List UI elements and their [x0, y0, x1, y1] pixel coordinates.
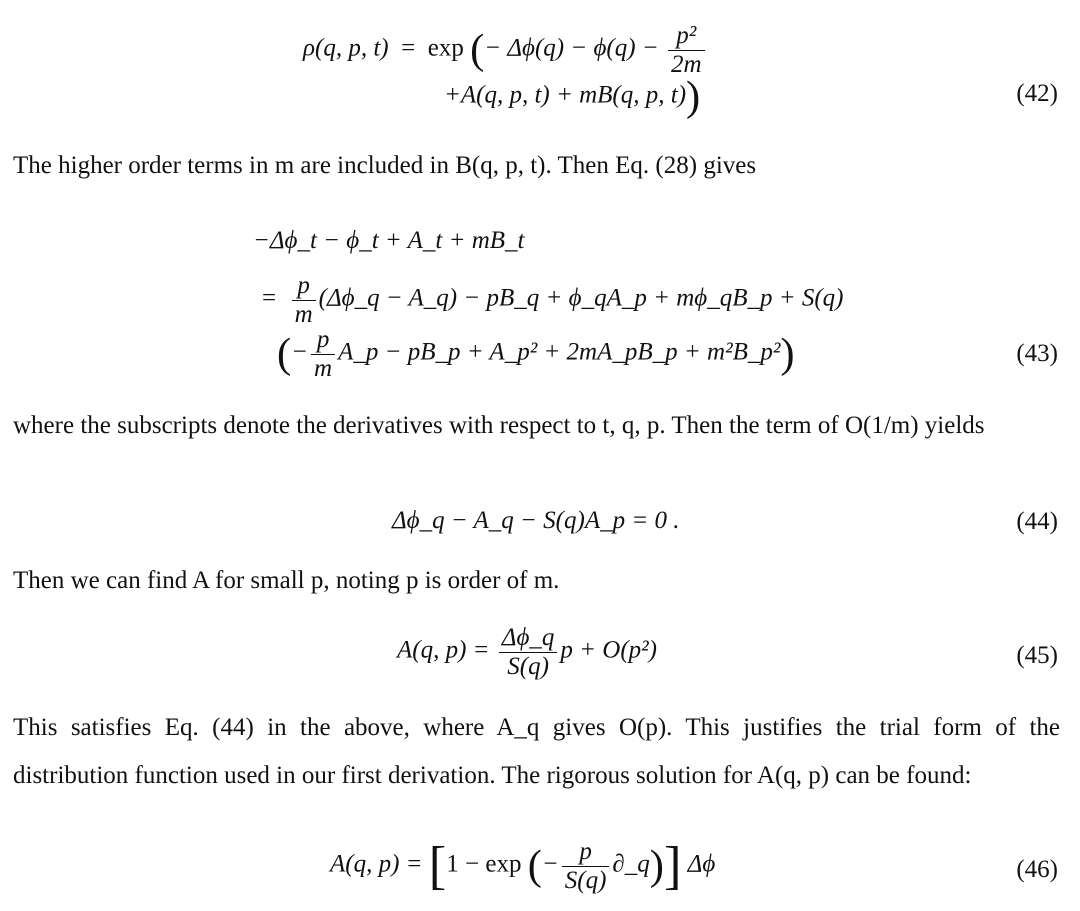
- eq42-fraction: [668, 22, 705, 78]
- eq42-exp: exp: [427, 34, 464, 62]
- eq43-line3-frac-num: p: [311, 326, 335, 355]
- eq45-frac-den: S(q): [507, 652, 549, 680]
- paragraph-3: Then we can find A for small p, noting p is order of m.: [13, 567, 560, 594]
- eq43-line3-rest: A_p − pB_p + A_p² + 2mA_pB_p + m²B_p²: [338, 338, 781, 366]
- eq46-number: (46): [1016, 856, 1058, 883]
- eq43-line3-frac-den: m: [314, 354, 333, 382]
- eq43-equals: =: [262, 284, 277, 312]
- eq43-line1: −Δϕ_t − ϕ_t + A_t + mB_t: [253, 227, 525, 254]
- eq43-line2: [262, 272, 844, 328]
- eq45-number: (45): [1016, 642, 1058, 669]
- eq42-lhs: ρ(q, p, t): [303, 34, 389, 62]
- eq42-frac-den: 2m: [670, 50, 702, 78]
- eq45-line: [397, 624, 657, 680]
- eq46-line: A(q, p) = [1 − exp (− $\frac{p}{S(q)}$ ∂_q)] Δϕ: [330, 837, 716, 895]
- eq44-number: (44): [1016, 508, 1058, 535]
- eq42-line1: ρ(q, p, t) = exp (− Δϕ(q) − ϕ(q) − $\frac{\text{p²}}{2m}$: [303, 22, 708, 78]
- eq46-rest: Δϕ: [687, 850, 716, 878]
- eq42-number: (42): [1016, 80, 1058, 107]
- eq46-frac-num: p: [562, 838, 610, 867]
- eq43-line3: (− $\frac{p}{m}$ A_p − pB_p + A_p² + 2mA_pB_p + m²B_p²): [277, 326, 795, 382]
- eq42-terms: − Δϕ(q) − ϕ(q) −: [484, 34, 659, 62]
- eq43-line2-frac-den: m: [294, 300, 313, 328]
- paragraph-2: where the subscripts denote the derivatives with respect to t, q, p. Then the term of O(1/m) yields: [13, 412, 985, 439]
- eq42-line2-text: +A(q, p, t) + mB(q, p, t): [444, 81, 687, 109]
- eq43-number: (43): [1016, 340, 1058, 367]
- eq45-fraction: [499, 624, 558, 680]
- eq46-lhs: A(q, p) =: [330, 850, 423, 878]
- eq43-line2-fraction: [292, 272, 316, 328]
- paragraph-4: This satisfies Eq. (44) in the above, where A_q gives O(p). This justifies the trial form of the distribution function used in our first derivation. The rigorous solution for A(q, p) can be found:: [13, 714, 1060, 789]
- eq43-line2-frac-num: p: [292, 272, 316, 301]
- eq42-equals: =: [401, 34, 416, 62]
- eq46-frac-den: S(q): [564, 866, 607, 894]
- paragraph-1: The higher order terms in m are included in B(q, p, t). Then Eq. (28) gives: [13, 152, 757, 179]
- eq43-line2-rest: (Δϕ_q − A_q) − pB_q + ϕ_qA_p + mϕ_qB_p + S(q): [318, 284, 844, 312]
- eq45-frac-num: Δϕ_q: [499, 624, 558, 653]
- eq42-frac-num: p²: [668, 22, 705, 51]
- eq46-inner-b: ∂_q: [612, 850, 650, 878]
- eq46-inner-a: 1 − exp: [446, 850, 522, 878]
- eq45-rest: p + O(p²): [560, 636, 657, 664]
- eq44-text: Δϕ_q − A_q − S(q)A_p = 0 .: [392, 507, 680, 534]
- eq43-line3-fraction: [311, 326, 335, 382]
- eq45-lhs: A(q, p) =: [397, 636, 490, 664]
- eq42-line2: +A(q, p, t) + mB(q, p, t)): [444, 73, 701, 120]
- eq46-fraction: [562, 838, 610, 894]
